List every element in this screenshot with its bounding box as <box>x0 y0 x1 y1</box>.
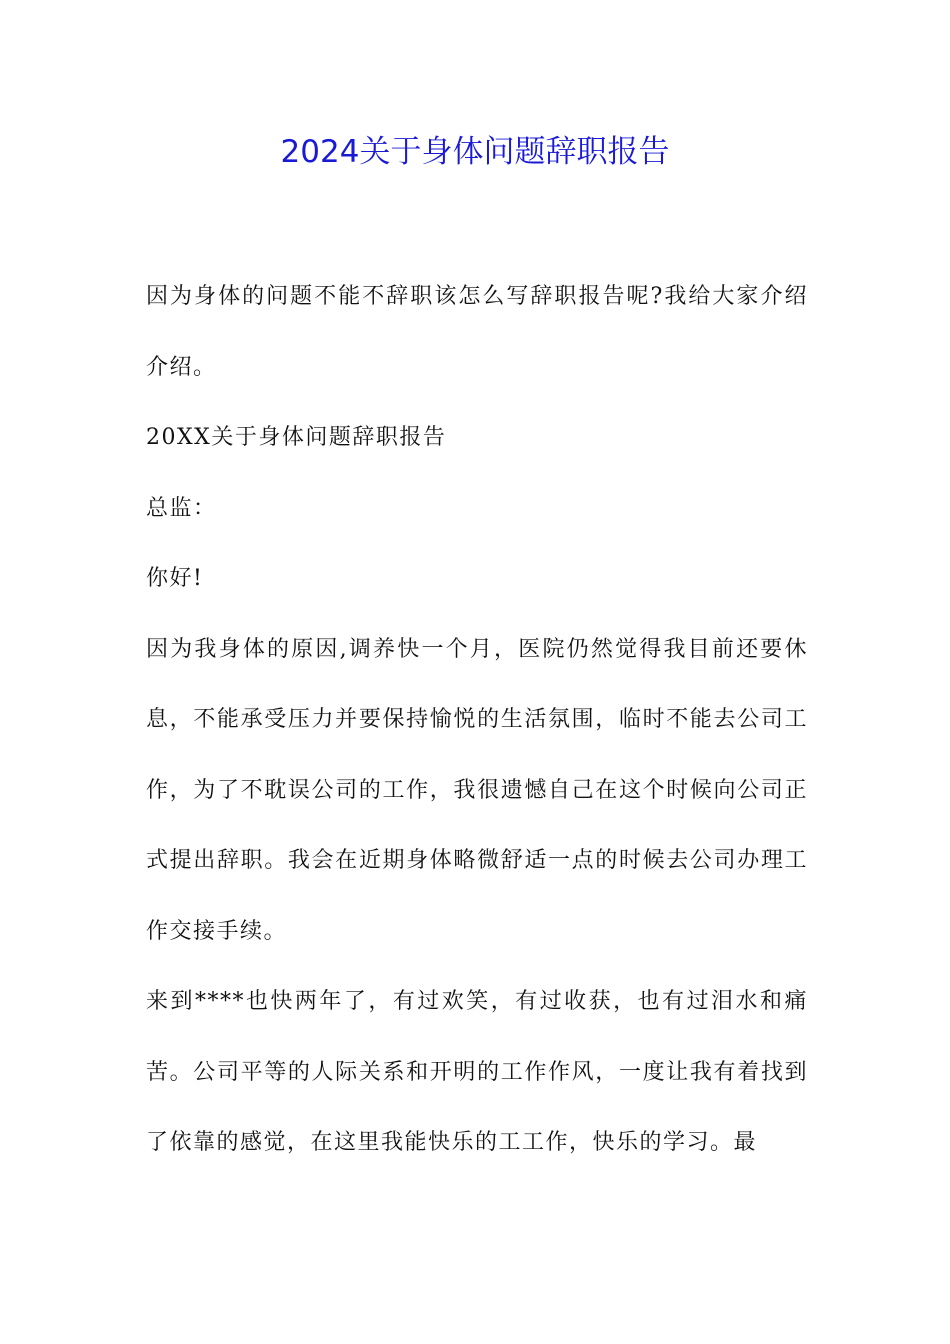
document-body <box>146 262 808 1179</box>
document-title: 2024关于身体问题辞职报告 <box>280 134 670 170</box>
paragraph-reason: 因为我身体的原因,调养快一个月，医院仍然觉得我目前还要休息，不能承受压力并要保持愉悦的生活氛围，临时不能去公司工作，为了不耽误公司的工作，我很遗憾自己在这个时候向公司正式提出辞职。我会在近期身体略微舒适一点的时候去公司办理工作交接手续。 <box>146 636 808 944</box>
paragraph-heading: 20XX关于身体问题辞职报告 <box>146 425 447 450</box>
paragraph-salutation: 总监： <box>146 495 217 521</box>
paragraph-greeting: 你好! <box>146 566 204 591</box>
paragraph-intro: 因为身体的问题不能不辞职该怎么写辞职报告呢?我给大家介绍介绍。 <box>146 284 808 380</box>
paragraph-experience: 来到****也快两年了，有过欢笑，有过收获，也有过泪水和痛苦。公司平等的人际关系和开明的工作作风，一度让我有着找到了依靠的感觉，在这里我能快乐的工工作，快乐的学习。最 <box>146 989 808 1155</box>
